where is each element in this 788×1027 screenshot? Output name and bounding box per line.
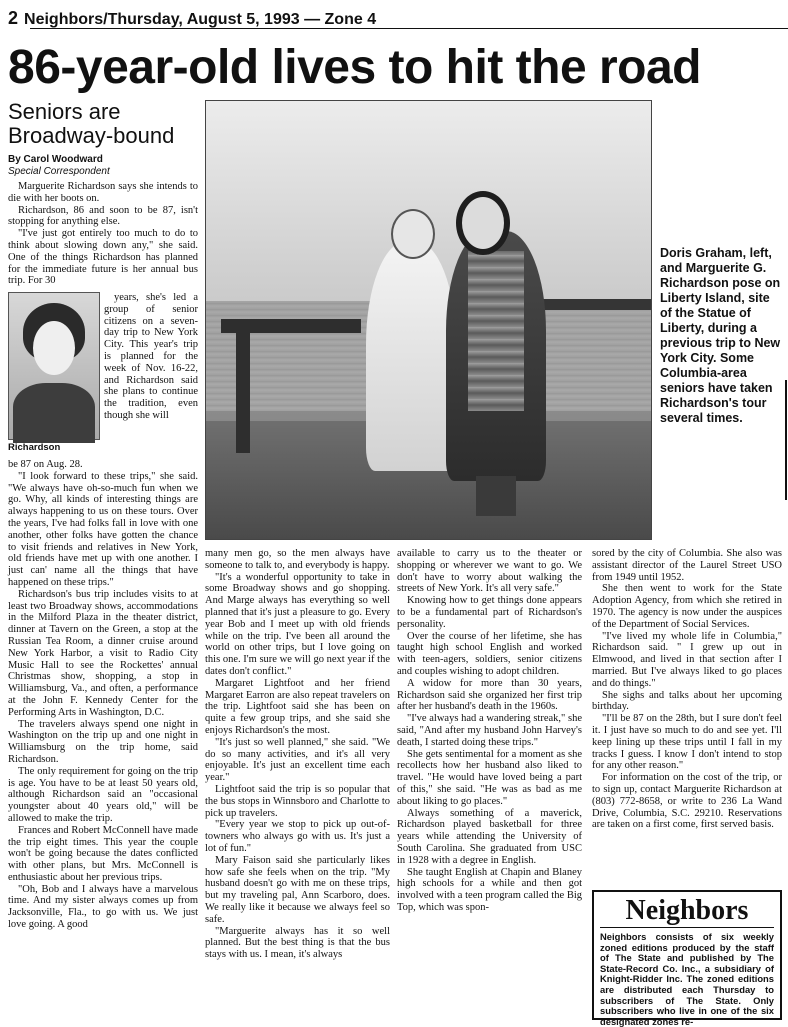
article-column-3 (397, 548, 582, 1020)
subheadline-line: Broadway-bound (8, 123, 175, 148)
article-column-1-bottom (8, 459, 198, 1019)
photo-person-left-head (391, 209, 435, 259)
paragraph: The only requirement for going on the trip is age. You have to be at least 50 years old, although Richardson said an "occasional youngster about 40 years old," will be allowed to make the trip. (8, 765, 198, 824)
paragraph: She sighs and talks about her upcoming birthday. (592, 689, 782, 713)
mugshot-body (13, 383, 95, 443)
paragraph: A widow for more than 30 years, Richardson said she organized her first trip after her husband's death in the 1960s. (397, 677, 582, 713)
paragraph: "Oh, Bob and I always have a marvelous time. And my sister always comes up from Jacksonville, Fla., to go with us. We just love going. A good (8, 883, 198, 931)
info-box-title: Neighbors (600, 895, 774, 928)
folio-text: Neighbors/Thursday, August 5, 1993 — Zone 4 (24, 11, 377, 28)
article-column-1-top (8, 181, 198, 293)
folio-rule (30, 28, 788, 29)
article-column-2 (205, 548, 390, 1020)
paragraph: "I've just got entirely too much to do to think about slowing down any," she said. One of the things Richardson has planned for the immediate future is her annual bus trip. For 30 (8, 228, 198, 287)
paragraph: available to carry us to the theater or shopping or wherever we want to go. We don't have to worry about walking the streets of New York. It's all very safe." (397, 548, 582, 595)
byline-author: By Carol Woodward (8, 154, 103, 165)
paragraph: For information on the cost of the trip, or to sign up, contact Marguerite Richardson at (803) 772-8658, or write to 236 La Wand Drive, Columbia, S.C. 29210. Reservations are taken on a first come, first served basis. (592, 772, 782, 831)
paragraph: Knowing how to get things done appears to be a fundamental part of Richardson's personality. (397, 595, 582, 630)
paragraph: years, she's led a group of senior citizens on a seven-day trip to New York City. This year's trip is planned for the week of Nov. 16-22, and Richardson said she plans to continue the tradition, even though she will (104, 292, 198, 421)
photo-caption: Doris Graham, left, and Marguerite G. Richardson pose on Liberty Island, site of the Statue of Liberty, during a previous trip to New York City. Some Columbia-area seniors have taken Richardson's tour several times. (660, 246, 781, 425)
paragraph: Richardson, 86 and soon to be 87, isn't stopping for anything else. (8, 204, 198, 228)
paragraph: Over the course of her lifetime, she has taught high school English and worked with teen-agers, soldiers, senior citizens and couples wishing to adopt children. (397, 630, 582, 677)
photo-railing (221, 319, 361, 333)
paragraph: be 87 on Aug. 28. (8, 459, 83, 470)
subheadline-line: Seniors are (8, 99, 121, 124)
paragraph: "I've lived my whole life in Columbia," Richardson said. " I grew up out in Elmwood, and lived in that section after I married. But I've always liked to go places and do things." (592, 630, 782, 689)
photo-person-left (366, 241, 456, 471)
paragraph: Margaret Lightfoot and her friend Margaret Earron are also repeat travelers on the trip. Lightfoot said she has been on quite a few group trips, and she said she enjoys Richardson's the most. (205, 677, 390, 736)
photo-legs (476, 476, 516, 516)
paragraph: The travelers always spend one night in Washington on the trip up and one night in Williamsburg on the trip home, said Richardson. (8, 718, 198, 765)
neighbors-info-box (592, 890, 782, 1027)
byline (8, 154, 198, 178)
paragraph: She gets sentimental for a moment as she recollects how her husband also liked to travel. "He would have loved being a part of this," she said. "He was as bad as me about liking to go places." (397, 748, 582, 807)
paragraph: "I've always had a wandering streak," she said, "And after my husband John Harvey's death, I started doing these trips." (397, 713, 582, 748)
paragraph: sored by the city of Columbia. She also was assistant director of the Laurel Street USO from 1949 until 1952. (592, 548, 782, 583)
mugshot-photo (8, 292, 100, 440)
page-number: 2 (8, 8, 19, 28)
paragraph: Marguerite Richardson says she intends to die with her boots on. (8, 181, 198, 204)
paragraph: Richardson's bus trip includes visits to at least two Broadway shows, accommodations in the Milford Plaza in the theater district, dinner at Tavern on the Green, a stop at the Russian Tea Room, a dinner cruise around New York Harbor, a visit to Radio City Music Hall to see the Rockettes' annual Christmas show, shopping, a stop in Williamsburg, Va., and often, a performance at the John F. Kennedy Center for the Performing Arts in Washington, D.C. (8, 588, 198, 718)
paragraph: She then went to work for the State Adoption Agency, from which she retired in 1970. The agency is now under the auspices of the Department of Social Services. (592, 583, 782, 630)
paragraph: "I'll be 87 on the 28th, but I sure don't feel it. I just have so much to do and see yet. I'll keep lining up these trips until I fall in my tracks I guess. I know I don't intend to stop for any other reason." (592, 713, 782, 772)
headline: 86-year-old lives to hit the road (8, 41, 701, 94)
mugshot-caption: Richardson (8, 442, 61, 453)
paragraph: Always something of a maverick, Richardson played basketball for three years while attending the University of South Carolina. She graduated from USC in 1928 with a degree in English. (397, 807, 582, 866)
photo-railing-right (536, 299, 651, 310)
paragraph: "Marguerite always has it so well planned. But the best thing is that the bus stays with us. I mean, it's always (205, 925, 390, 961)
byline-title: Special Correspondent (8, 166, 110, 177)
column-rule (785, 380, 787, 500)
subheadline (8, 100, 198, 148)
paragraph: Frances and Robert McConnell have made the trip eight times. This year the couple won't be going because the dates conflicted with other plans, but Mrs. McConnell is enthusiastic about her previous trips. (8, 824, 198, 883)
mugshot-face (33, 321, 75, 375)
article-column-4 (592, 548, 782, 883)
paragraph: many men go, so the men always have someone to talk to, and everybody is happy. (205, 548, 390, 571)
photo-scarf (468, 251, 524, 411)
paragraph: "It's a wonderful opportunity to take in some Broadway shows and go shopping. And Marge always has everything so well planned that it's just a pleasure to go. Every year Bob and I meet up with old friends while on the trip. I've been all around the world on other trips, but I love going on this one. I'm sure we will go next year if the dates don't conflict." (205, 571, 390, 677)
photo-person-right-head (456, 191, 510, 255)
paragraph: She taught English at Chapin and Blaney high schools for a while and then got involved with a teen program called the Big Top, which was spon- (397, 866, 582, 913)
paragraph: Lightfoot said the trip is so popular that the bus stops in Winnsboro and Charlotte to pick up travelers. (205, 783, 390, 819)
article-column-1-wrap (104, 292, 198, 460)
photo-railing-post (236, 333, 250, 453)
main-photo (205, 100, 652, 540)
page-folio (8, 8, 788, 30)
paragraph: Mary Faison said she particularly likes how safe she feels when on the trip. "My husband doesn't go with me on these trips, but my traveling pal, Ann Scarboro, does. We really like it because we always feel so safe. (205, 854, 390, 925)
paragraph: "Every year we stop to pick up out-of-towners who always go with us. It's just a lot of fun." (205, 819, 390, 854)
paragraph: "I look forward to these trips," she said. "We always have oh-so-much fun when we go. Why, all kinds of interesting things are always happening to us on these tours. Over the years, I've had folks fall in love with one another, other folks have gotten the chance to visit friends and relatives in New York, old friends have met up with one another. I just can' name all the things that have happened on these trips." (8, 470, 198, 588)
info-box-text: Neighbors consists of six weekly zoned editions produced by the staff of The State and published by The State-Record Co. Inc., a subsidiary of Knight-Ridder Inc. The zoned editions are distributed each Thursday to subscribers of The State. Only subscribers who live in one of the six designated zones re- (600, 931, 774, 1027)
paragraph: "It's just so well planned," she said. "We do so many activities, and it's all very enjoyable. It's just an excellent time each year." (205, 736, 390, 784)
